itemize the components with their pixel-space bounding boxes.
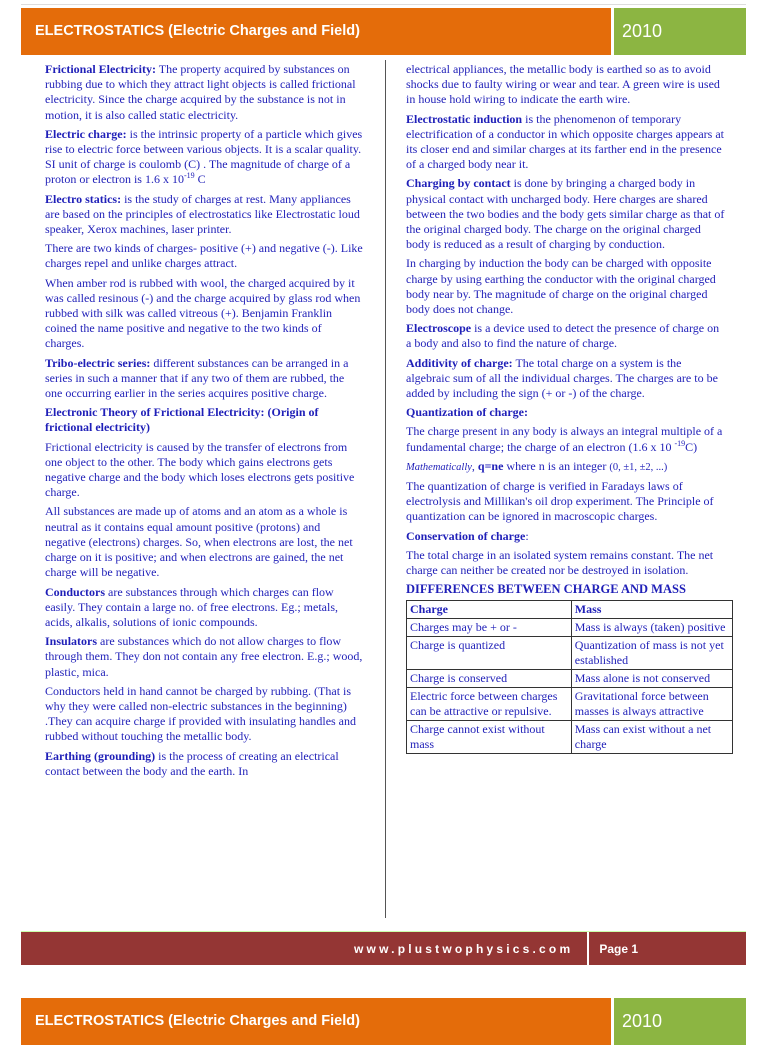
footer-page-number: Page 1 [599, 941, 639, 956]
term: Conservation of charge [406, 528, 526, 543]
paragraph-text: The charge present in any body is always an integral multiple of a fundamental charge; the charge of an electron (1.6 x 10 [406, 424, 723, 454]
paragraph-text: In charging by induction the body can be charged with opposite charge by using earthing the conductor with the original charged body near by. The magnitude of charge on the original charged body does not change. [406, 256, 716, 317]
unit-text: C [194, 172, 206, 187]
paragraph-text: Conductors held in hand cannot be charged by rubbing. (That is why they were called non-electric substances in the beginning) .They can acquire charge if provided with insulating handles and rubbed without touching the metallic body. [45, 683, 357, 744]
exponent: -19 [674, 438, 686, 448]
table-header-charge: Charge [407, 600, 572, 618]
paragraph-text: is done by bringing a charged body in physical contact with uncharged body. Here charges are shared between the two bodies and the body gets similar charge as that of the original charged body. The charge on the original charged body is reduced as a result of charging by conduction. [406, 176, 725, 252]
table-header-row [407, 600, 733, 618]
term: Tribo-electric series: [45, 355, 151, 370]
term: Electrostatic induction [406, 111, 523, 126]
paragraph-text: is the process of creating an electrical contact between the body and the earth. In [45, 748, 339, 778]
paragraph [45, 62, 363, 123]
charge-cell: Charge is quantized [407, 636, 572, 669]
paragraph [45, 585, 363, 631]
paragraph-text: The total charge on a system is the algebraic sum of all the individual charges. The charges are to be added by including the sign (+ or -) of the charge. [406, 355, 718, 401]
paragraph [406, 112, 726, 173]
page-footer [21, 931, 746, 965]
term: Conductors [45, 584, 106, 599]
charge-cell: Charge cannot exist without mass [407, 720, 572, 753]
charge-cell: Charges may be + or - [407, 618, 572, 636]
footer-separator [587, 932, 589, 965]
mass-cell: Mass is always (taken) positive [571, 618, 732, 636]
next-header-title: ELECTROSTATICS (Electric Charges and Field) [21, 998, 611, 1045]
header-year: 2010 [614, 8, 746, 55]
paragraph-text: : [525, 528, 529, 543]
paragraph [406, 548, 726, 578]
paragraph [45, 749, 363, 779]
page-header [21, 8, 746, 55]
header-title: ELECTROSTATICS (Electric Charges and Field) [21, 8, 611, 55]
paragraph-text: different substances can be arranged in a series in such a manner that if any two of them are rubbed, the one occurring earlier in the series acquires positive charge. [45, 355, 349, 401]
mass-cell: Quantization of mass is not yet established [571, 636, 732, 669]
mass-cell: Gravitational force between masses is always attractive [571, 687, 732, 720]
paragraph [45, 405, 363, 435]
charge-cell: Charge is conserved [407, 669, 572, 687]
paragraph [45, 634, 363, 680]
paragraph-text: is a device used to detect the presence of charge on a body and also to find the nature of charge. [406, 321, 720, 351]
paragraph [45, 241, 363, 271]
paragraph [45, 127, 363, 188]
column-divider [385, 60, 386, 918]
table-row [407, 669, 733, 687]
paragraph [406, 529, 726, 544]
paragraph [406, 256, 726, 317]
next-page-header [21, 998, 746, 1045]
term: Electronic Theory of Frictional Electricity: (Origin of frictional electricity) [45, 405, 319, 435]
table-row [407, 720, 733, 753]
paragraph [406, 356, 726, 402]
term: Charging by contact [406, 176, 511, 191]
table-title: DIFFERENCES BETWEEN CHARGE AND MASS [406, 582, 686, 597]
paragraph [406, 176, 726, 252]
paragraph [45, 684, 363, 745]
paragraph-text: are substances through which charges can flow easily. They contain a large no. of free electrons. Eg.; metals, acids, alkalis, solutions of ionic compounds. [45, 584, 339, 629]
left-column [45, 62, 363, 783]
term: Electric charge: [45, 126, 127, 141]
paragraph [406, 424, 726, 454]
paragraph-text: Frictional electricity is caused by the transfer of electrons from one object to the other. The body which gains electrons gets negative charge and the body which loses electrons gets positive charge. [45, 439, 355, 500]
table-header-mass: Mass [571, 600, 732, 618]
paragraph-text: The quantization of charge is verified in Faradays laws of electrolysis and Millikan's oil drop experiment. The Principle of quantization can be ignored in macroscopic charges. [406, 479, 714, 524]
term: Electroscope [406, 321, 472, 336]
right-paragraphs [406, 62, 726, 455]
next-header-year: 2010 [614, 998, 746, 1045]
mass-cell: Mass alone is not conserved [571, 669, 732, 687]
term: Earthing (grounding) [45, 748, 156, 763]
paragraph-text: When amber rod is rubbed with wool, the charged acquired by it was called resinous (-) and the charge acquired by glass rod when rubbed with silk was called vitreous (+). Benjamin Franklin coined the name positive and negative to the two kinds of charges. [45, 275, 361, 351]
math-italic: Mathematically [406, 461, 472, 473]
paragraph [406, 321, 726, 351]
table-row [407, 687, 733, 720]
term: Quantization of charge: [406, 405, 528, 420]
paragraph-text: There are two kinds of charges- positive (+) and negative (-). Like charges repel and unlike charges attract. [45, 241, 363, 271]
table-row [407, 636, 733, 669]
paragraph-text: electrical appliances, the metallic body is earthed so as to avoid shocks due to faulty wiring or wear and tear. A green wire is used in house hold wiring to indicate the earth wire. [406, 62, 720, 107]
difference-table [406, 600, 733, 754]
paragraph-text: is the intrinsic property of a particle which gives rise to electric force between various objects. It is a scalar quality. SI unit of charge is coulomb (C) . The magnitude of charge of a proton or electron is 1.6 x 10 [45, 126, 363, 187]
right-column [406, 62, 726, 754]
paragraph [406, 62, 726, 108]
term: Additivity of charge: [406, 355, 513, 370]
paragraph [45, 356, 363, 402]
paragraph-text: is the study of charges at rest. Many appliances are based on the principles of electrostatics like Electrostatic loud speaker, Xerox machines, laser printer. [45, 191, 360, 237]
paragraph [45, 504, 363, 580]
unit-text: C) [685, 439, 698, 454]
math-range: (0, ±1, ±2, ...) [609, 461, 668, 473]
charge-cell: Electric force between charges can be attractive or repulsive. [407, 687, 572, 720]
mass-cell: Mass can exist without a net charge [571, 720, 732, 753]
right-paragraphs-2 [406, 479, 726, 578]
term: Electro statics: [45, 191, 122, 206]
paragraph [45, 192, 363, 238]
footer-url[interactable]: www.plustwophysics.com [354, 941, 574, 956]
paragraph [406, 405, 726, 420]
paragraph-text: The property acquired by substances on rubbing due to which they attract light objects is called frictional electricity. Since the charge acquired by the substance is not in motion, it is also called static electricity. [45, 62, 356, 122]
paragraph-text: are substances which do not allow charges to flow through them. They don not contain any free electron. E.g.; wood, plastic, mica. [45, 634, 363, 679]
math-formula: q=ne [477, 458, 504, 473]
table-row [407, 618, 733, 636]
paragraph [406, 479, 726, 525]
paragraph-text: The total charge in an isolated system remains constant. The net charge can neither be created nor be destroyed in isolation. [406, 547, 714, 578]
paragraph [45, 276, 363, 352]
paragraph [45, 440, 363, 501]
paragraph-text: All substances are made up of atoms and an atom as a whole is neutral as it contains equal amount positive (protons) and negative (electrons) charges. So, when electrons are lost, the net charge on it is positive; and when electrons are gained, the net charge will be negative. [45, 504, 353, 580]
term: Insulators [45, 634, 98, 649]
math-line: Mathematically, q=ne where n is an integer (0, ±1, ±2, ...) [406, 458, 668, 473]
exponent: -19 [183, 171, 195, 181]
math-text: where n is an integer [503, 458, 610, 473]
term: Frictional Electricity: [45, 62, 156, 76]
paragraph-text: is the phenomenon of temporary electrification of a conductor in which opposite charges appears at its closer end and similar charges at its farther end in the presence of a charged body near it. [406, 111, 724, 172]
top-rule [21, 4, 746, 5]
